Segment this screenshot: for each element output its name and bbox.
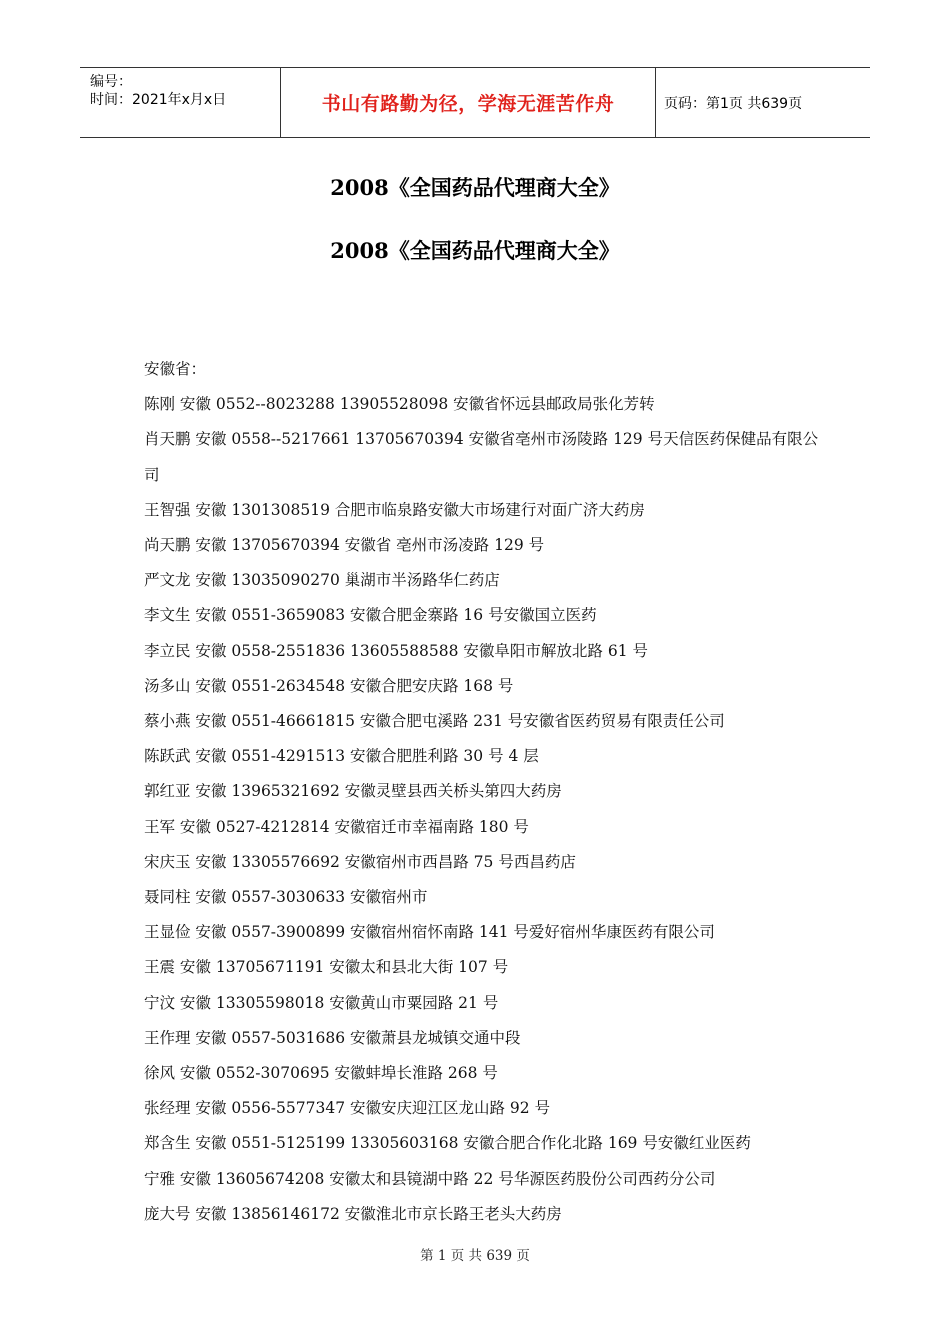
- list-item: 宁雅 安徽 13605674208 安徽太和县镜湖中路 22 号华源医药股份公司西药分公司: [144, 1169, 716, 1188]
- header-page-info: 页码：第1页 共639页: [664, 95, 803, 112]
- list-item: 陈刚 安徽 0552--8023288 13905528098 安徽省怀远县邮政局张化芳转: [144, 395, 655, 414]
- list-item: 陈跃武 安徽 0551-4291513 安徽合肥胜利路 30 号 4 层: [144, 747, 539, 766]
- document-body: [144, 352, 824, 1232]
- list-item: 王作理 安徽 0557-5031686 安徽萧县龙城镇交通中段: [144, 1028, 521, 1047]
- list-item: 王军 安徽 0527-4212814 安徽宿迁市幸福南路 180 号: [144, 817, 529, 836]
- page-header: [80, 67, 870, 138]
- list-item: 郭红亚 安徽 13965321692 安徽灵壁县西关桥头第四大药房: [144, 782, 562, 801]
- document-subtitle: 2008《全国药品代理商大全》: [330, 238, 620, 263]
- page-footer: 第 1 页 共 639 页: [420, 1248, 530, 1264]
- list-item: 汤多山 安徽 0551-2634548 安徽合肥安庆路 168 号: [144, 676, 514, 695]
- list-item: 郑含生 安徽 0551-5125199 13305603168 安徽合肥合作化北路 169 号安徽红业医药: [144, 1134, 751, 1153]
- list-item: 王震 安徽 13705671191 安徽太和县北大街 107 号: [144, 958, 509, 977]
- list-item: 宋庆玉 安徽 13305576692 安徽宿州市西昌路 75 号西昌药店: [144, 852, 576, 871]
- list-item: 王显俭 安徽 0557-3900899 安徽宿州宿怀南路 141 号爱好宿州华康医药有限公司: [144, 923, 715, 942]
- list-item: 张经理 安徽 0556-5577347 安徽安庆迎江区龙山路 92 号: [144, 1099, 551, 1118]
- header-meta: [80, 68, 281, 137]
- header-motto: 书山有路勤为径，学海无涯苦作舟: [281, 68, 656, 137]
- list-item: 王智强 安徽 1301308519 合肥市临泉路安徽大市场建行对面广济大药房: [144, 500, 645, 519]
- list-item: 庞大号 安徽 13856146172 安徽淮北市京长路王老头大药房: [144, 1204, 562, 1223]
- header-number-label: 编号：: [90, 74, 132, 90]
- list-item: 蔡小燕 安徽 0551-46661815 安徽合肥屯溪路 231 号安徽省医药贸易有限责任公司: [144, 712, 725, 731]
- list-item: 肖天鹏 安徽 0558--5217661 13705670394 安徽省亳州市汤陵路 129 号天信医药保健品有限公司: [144, 430, 819, 484]
- list-item: 聂同柱 安徽 0557-3030633 安徽宿州市: [144, 888, 428, 907]
- list-item: 严文龙 安徽 13035090270 巢湖市半汤路华仁药店: [144, 571, 500, 590]
- list-item: 李文生 安徽 0551-3659083 安徽合肥金寨路 16 号安徽国立医药: [144, 606, 597, 625]
- province-heading: 安徽省：: [144, 360, 207, 378]
- list-item: 李立民 安徽 0558-2551836 13605588588 安徽阜阳市解放北路 61 号: [144, 641, 648, 660]
- list-item: 徐风 安徽 0552-3070695 安徽蚌埠长淮路 268 号: [144, 1064, 498, 1083]
- document-title: 2008《全国药品代理商大全》: [330, 175, 620, 200]
- list-item: 宁汶 安徽 13305598018 安徽黄山市粟园路 21 号: [144, 993, 499, 1012]
- list-item: 尚天鹏 安徽 13705670394 安徽省 亳州市汤凌路 129 号: [144, 536, 545, 555]
- header-date-label: 时间：2021年x月x日: [90, 92, 227, 108]
